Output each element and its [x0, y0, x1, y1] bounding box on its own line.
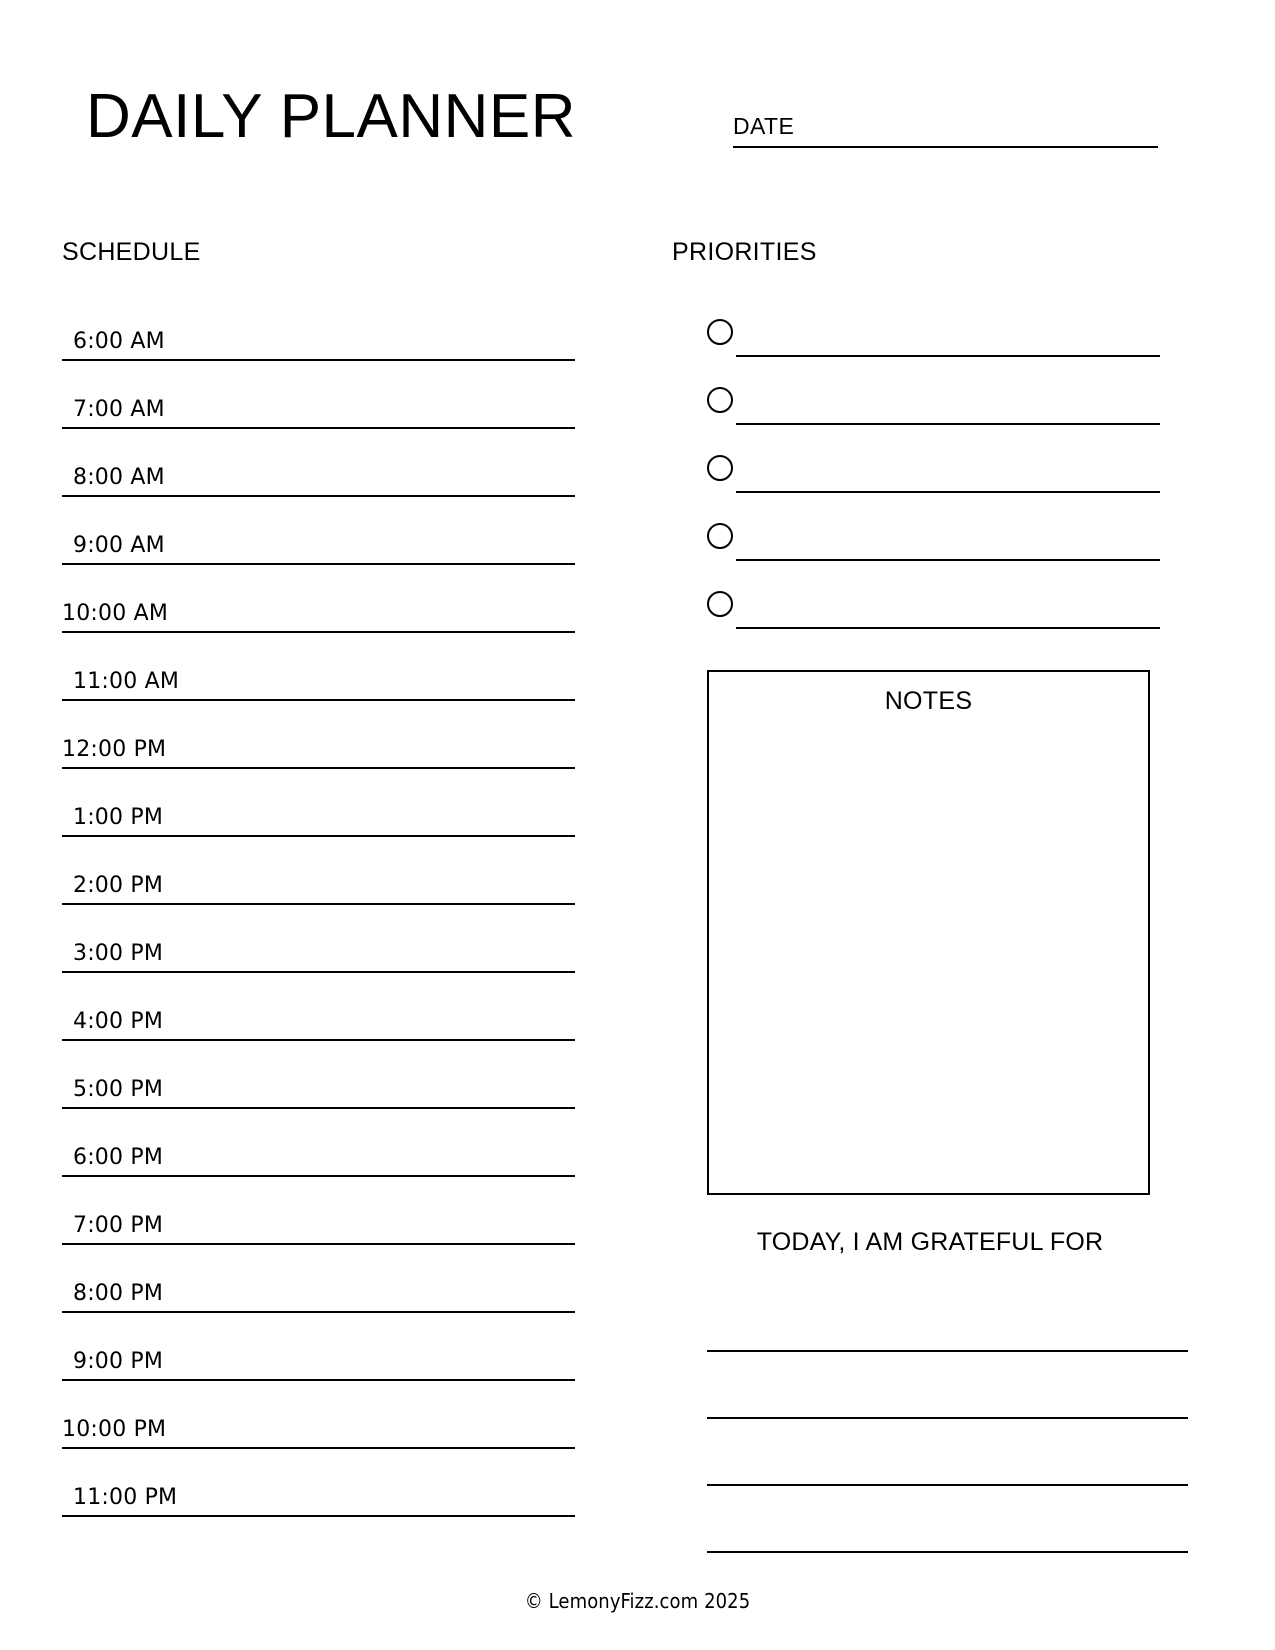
gratitude-row[interactable] [672, 1419, 1188, 1486]
schedule-list [62, 293, 577, 1517]
schedule-time-label: 11:00 AM [73, 669, 180, 694]
priority-entry-line[interactable] [736, 627, 1160, 629]
date-input-line[interactable] [733, 146, 1158, 148]
schedule-section [62, 240, 577, 1517]
priority-checkbox-circle-icon[interactable] [707, 319, 733, 345]
schedule-time-label: 9:00 PM [73, 1349, 164, 1374]
schedule-time-label: 6:00 AM [73, 329, 165, 354]
gratitude-row[interactable] [672, 1285, 1188, 1352]
priority-row[interactable] [672, 425, 1160, 493]
schedule-time-label: 10:00 AM [62, 601, 169, 626]
notes-box[interactable] [707, 670, 1150, 1195]
schedule-time-label: 12:00 PM [62, 737, 167, 762]
priority-row[interactable] [672, 561, 1160, 629]
schedule-time-label: 9:00 AM [73, 533, 165, 558]
gratitude-entry-line[interactable] [707, 1551, 1188, 1553]
schedule-row[interactable] [62, 429, 577, 497]
priority-row[interactable] [672, 357, 1160, 425]
schedule-time-label: 8:00 PM [73, 1281, 164, 1306]
schedule-time-label: 4:00 PM [73, 1009, 164, 1034]
schedule-row[interactable] [62, 1109, 577, 1177]
priority-row[interactable] [672, 289, 1160, 357]
schedule-heading: SCHEDULE [62, 238, 201, 266]
priorities-section [672, 240, 1160, 629]
schedule-time-label: 3:00 PM [73, 941, 164, 966]
schedule-time-label: 8:00 AM [73, 465, 165, 490]
schedule-row[interactable] [62, 701, 577, 769]
schedule-row[interactable] [62, 769, 577, 837]
schedule-time-label: 6:00 PM [73, 1145, 164, 1170]
schedule-row[interactable] [62, 837, 577, 905]
date-label: DATE [733, 113, 795, 139]
schedule-row[interactable] [62, 633, 577, 701]
schedule-row[interactable] [62, 1245, 577, 1313]
gratitude-section [672, 1230, 1188, 1553]
priorities-list [672, 289, 1160, 629]
schedule-row[interactable] [62, 361, 577, 429]
page-title: DAILY PLANNER [86, 82, 577, 151]
date-field-group [733, 115, 1158, 148]
schedule-time-label: 11:00 PM [73, 1485, 178, 1510]
schedule-row[interactable] [62, 565, 577, 633]
schedule-entry-line[interactable] [62, 1515, 575, 1517]
schedule-row[interactable] [62, 1177, 577, 1245]
schedule-time-label: 7:00 PM [73, 1213, 164, 1238]
schedule-row[interactable] [62, 1041, 577, 1109]
priority-checkbox-circle-icon[interactable] [707, 591, 733, 617]
gratitude-row[interactable] [672, 1486, 1188, 1553]
schedule-row[interactable] [62, 1381, 577, 1449]
priority-checkbox-circle-icon[interactable] [707, 455, 733, 481]
page-header [0, 0, 1275, 200]
gratitude-title: TODAY, I AM GRATEFUL FOR [756, 1228, 1104, 1256]
schedule-time-label: 1:00 PM [73, 805, 164, 830]
schedule-row[interactable] [62, 973, 577, 1041]
notes-title: NOTES [884, 687, 973, 715]
priority-checkbox-circle-icon[interactable] [707, 523, 733, 549]
schedule-row[interactable] [62, 905, 577, 973]
schedule-time-label: 7:00 AM [73, 397, 165, 422]
gratitude-row[interactable] [672, 1352, 1188, 1419]
schedule-row[interactable] [62, 1313, 577, 1381]
copyright-text: © LemonyFizz.com 2025 [524, 1589, 751, 1613]
schedule-row[interactable] [62, 1449, 577, 1517]
gratitude-list [672, 1285, 1188, 1553]
priorities-heading: PRIORITIES [672, 238, 817, 266]
schedule-time-label: 5:00 PM [73, 1077, 164, 1102]
schedule-time-label: 2:00 PM [73, 873, 164, 898]
schedule-row[interactable] [62, 293, 577, 361]
schedule-row[interactable] [62, 497, 577, 565]
priority-row[interactable] [672, 493, 1160, 561]
priority-checkbox-circle-icon[interactable] [707, 387, 733, 413]
schedule-time-label: 10:00 PM [62, 1417, 167, 1442]
page-footer [0, 1591, 1275, 1613]
